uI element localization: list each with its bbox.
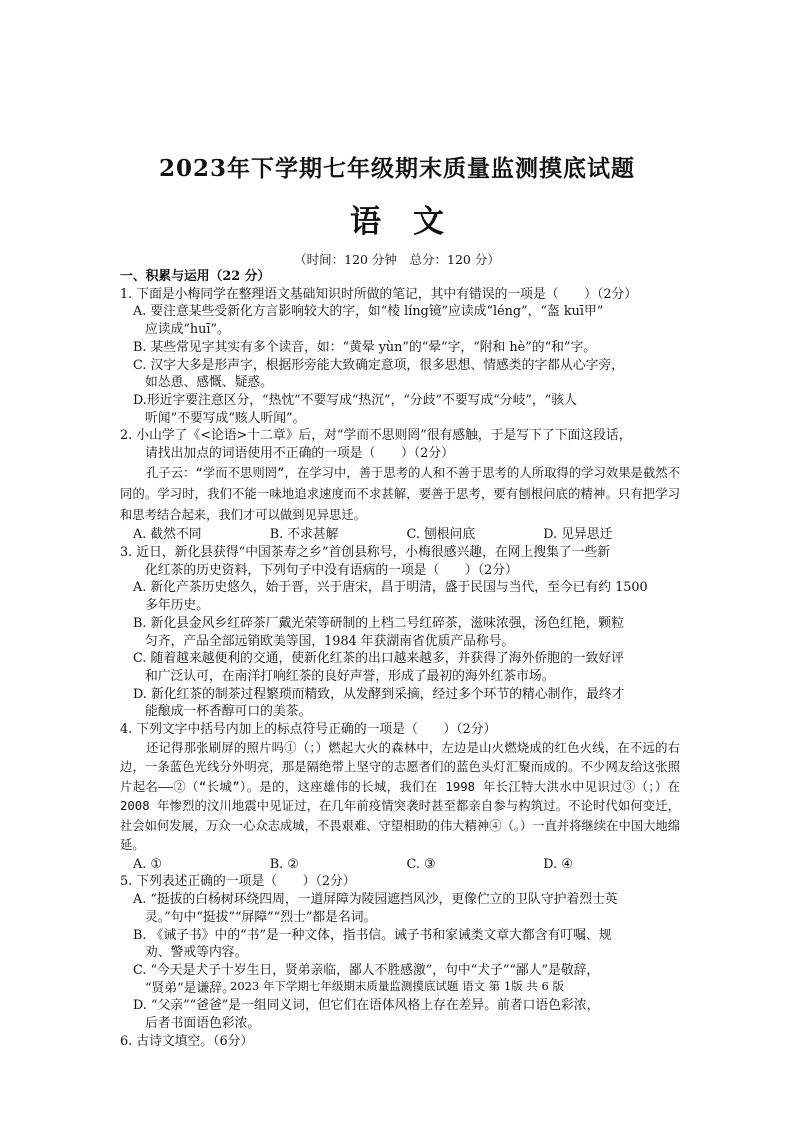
option-a: A. 要注意某些受新化方言影响较大的字，如“棱 líng镜”应读成“léng”，“盔 kuī甲” [133, 304, 604, 320]
question-2 [120, 427, 680, 544]
question-1 [120, 286, 680, 428]
page-footer: 2023 年下学期七年级期末质量监测摸底试题 语文 第 1版 共 6 版 [230, 979, 564, 993]
question-stem: 2. 小山学了《<论语>十二章》后，对“学而不思则罔”很有感触，于是写下了下面这段话， [120, 428, 632, 444]
option-c: C. ③ [406, 856, 436, 872]
section-heading: 一、积累与运用（22 分） [120, 269, 271, 284]
exam-title: 2023年下学期七年级期末质量监测摸底试题 [158, 155, 635, 182]
question-stem: 6. 古诗文填空。（6分） [120, 1033, 254, 1049]
option-c-continued: 和广泛认可，在南洋打响红茶的良好声誉，形成了最初的海外红茶市场。 [145, 668, 555, 684]
reading-passage: 孔子云：“学而不思则罔”，在学习中，善于思考的人和不善于思考的人所取得的学习效果是截然不同的。学习时，我们不能一味地追求速度而不求甚解，要善于思考，要有刨根问底的精神。只有把学习和思考结合起来，我们才可以做到见异思迁。 [120, 465, 680, 523]
question-stem: 4. 下列文字中括号内加上的标点符号正确的一项是（ ）（2分） [120, 722, 497, 738]
question-3 [120, 544, 680, 721]
exam-meta: （时间：120 分钟 总分：120 分） [294, 252, 500, 267]
option-b: B. ② [269, 856, 299, 872]
reading-passage: 还记得那张刷屏的照片吗①（；）燃起大火的森林中，左边是山火燃烧成的红色火线，在不远的右边，一条蓝色光线分外明亮，那是隔绝带上坚守的志愿者们的蓝色头灯汇聚而成的。不少网友给这张照片起名——②（“长城”）。是的，这座雄伟的长城，我们在 1998 年长江特大洪水中见识过③（；）在 2008 年惨烈的汶川地震中见证过，在几年前疫情突袭时甚至都亲自参与构筑过。不论时代如何变迁，社会如何发展，万众一心众志成城，不畏艰难、守望相助的伟大精神④（。）一直并将继续在中国大地绵延。 [120, 740, 680, 853]
question-stem: 3. 近日，新化县获得“中国茶寿之乡”首创县称号，小梅很感兴趣，在网上搜集了一些新 [120, 545, 611, 561]
option-b: B. 不求甚解 [269, 527, 339, 543]
option-a: A. 截然不同 [133, 527, 202, 543]
option-b: B. 《诫子书》中的“书”是一种文体，指书信。诫子书和家诫类文章大都含有叮嘱、规 [133, 927, 612, 943]
option-row [120, 526, 680, 544]
question-stem: 1. 下面是小梅同学在整理语文基础知识时所做的笔记，其中有错误的一项是（ ）（2分） [120, 286, 638, 302]
option-d: D. “父亲”“爸爸”是一组同义词，但它们在语体风格上存在差异。前者口语色彩浓， [133, 998, 600, 1014]
option-d: D. 见异思迁 [543, 527, 613, 543]
option-b: B. 某些常见字其实有多个读音，如：“黄晕 yùn”的“晕”字，“附和 hè”的“和”字。 [133, 339, 597, 355]
option-b: B. 新化县金风乡红碎茶厂戴光荣等研制的上档二号红碎茶，滋味浓强，汤色红艳，颗粒 [133, 615, 625, 631]
option-c: C. “今天是犬子十岁生日，贤弟亲临，鄙人不胜感激”，句中“犬子”“鄙人”是敬辞， [133, 963, 600, 978]
option-d-continued: 听闻”不要写成“赅人听闻”。 [145, 410, 306, 426]
option-c: C. 汉字大多是形声字，根据形旁能大致确定意项，很多思想、情感类的字都从心字旁， [133, 357, 624, 373]
option-a: A. “挺拔的白杨树环绕四周，一道屏障为陵园遮挡风沙，更像伫立的卫队守护着烈士英 [133, 892, 618, 908]
option-c-continued: 如怂恿、感慨、疑惑。 [145, 375, 273, 391]
question-5 [120, 873, 680, 1032]
question-stem-continued: 请找出加点的词语使用不正确的一项是（ ）（2分） [145, 446, 454, 462]
option-b-continued: 劝、警戒等内容。 [145, 945, 248, 961]
option-a: A. 新化产茶历史悠久，始于晋，兴于唐宋，昌于明清，盛于民国与当代，至今已有约 1500 [133, 580, 648, 596]
option-a-continued: 灵。”句中“挺拔”“屏障”“烈士”都是名词。 [145, 909, 377, 925]
subject-title: 语文 [350, 204, 476, 240]
option-c: C. 刨根问底 [406, 527, 476, 543]
option-d-continued: 能酿成一杯香醇可口的美茶。 [145, 704, 312, 720]
option-b-continued: 匀齐，产品全部远销欧美等国，1984 年获湖南省优质产品称号。 [145, 633, 515, 649]
question-6 [120, 1033, 680, 1051]
question-stem: 5. 下列表述正确的一项是（ ）（2分） [120, 874, 356, 890]
exam-content [120, 268, 680, 1051]
option-a: A. ① [133, 856, 162, 872]
option-d-continued: 后者书面语色彩浓。 [145, 1016, 261, 1032]
option-a-continued: 应读成“huī”。 [145, 322, 230, 338]
question-stem-continued: 化红茶的历史资料，下列句子中没有语病的一项是（ ）（2分） [145, 562, 518, 578]
option-row [120, 856, 680, 874]
option-d: D. ④ [543, 856, 573, 872]
option-c-continued: “贤弟”是谦辞。 [145, 980, 235, 996]
option-d: D.形近字要注意区分，“热忱”不要写成“热沉”，“分歧”不要写成“分岐”，“骇人 [133, 392, 577, 408]
question-4 [120, 721, 680, 873]
option-c: C. 随着越来越便利的交通，使新化红茶的出口越来越多，并获得了海外侨胞的一致好评 [133, 651, 624, 667]
option-a-continued: 多年历史。 [145, 598, 209, 614]
option-d: D. 新化红茶的制茶过程繁琐而精致，从发酵到采摘，经过多个环节的精心制作，最终才 [133, 686, 625, 702]
